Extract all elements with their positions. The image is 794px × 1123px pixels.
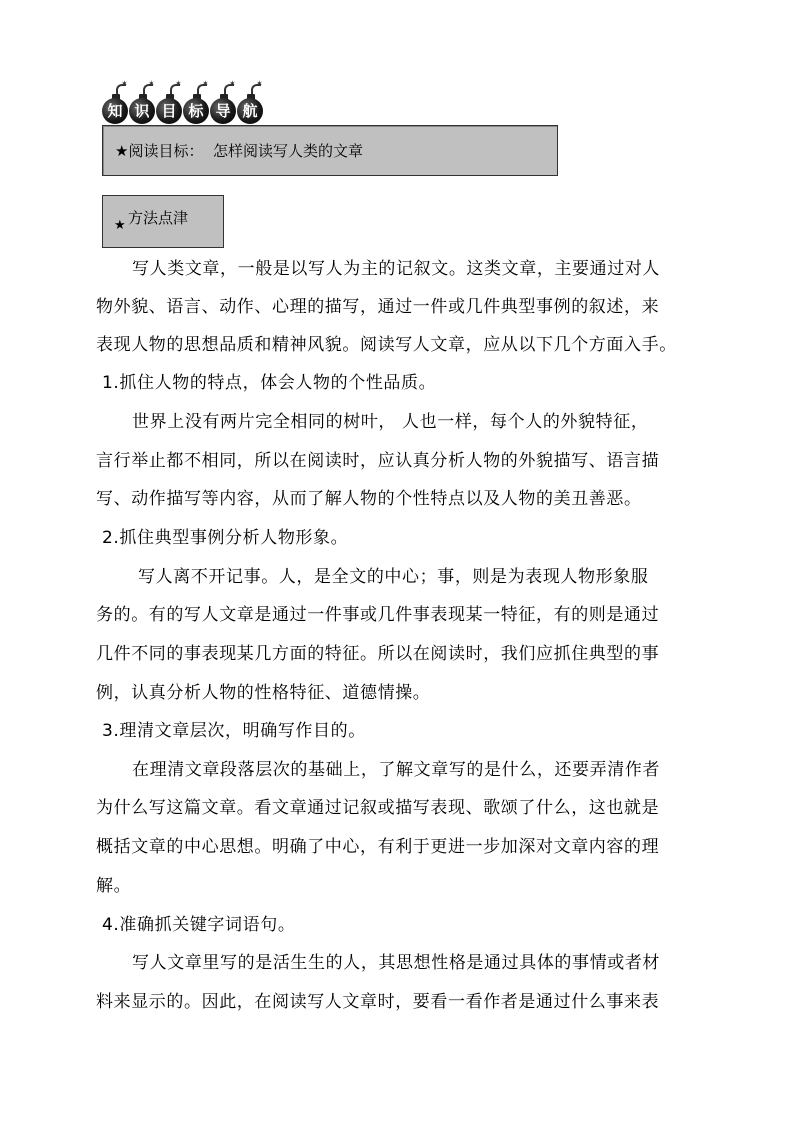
body-line: 几件不同的事表现某几方面的特征。所以在阅读时，我们应抓住典型的事 (96, 644, 660, 664)
body-line: 写人离不开记事。人，是全文的中心；事，则是为表现人物形象服 (96, 567, 649, 587)
body-line: 言行举止都不相同，所以在阅读时，应认真分析人物的外貌描写、语言描 (96, 451, 660, 471)
banner-char: 知 (107, 102, 123, 120)
body-line: 概括文章的中心思想。明确了中心，有利于更进一步加深对文章内容的理 (96, 837, 660, 857)
body-line: 解。 (96, 876, 132, 896)
body-line: 为什么写这篇文章。看文章通过记叙或描写表现、歌颂了什么，这也就是 (96, 798, 660, 818)
section-heading: 3.理清文章层次，明确写作目的。 (96, 721, 366, 741)
method-tips-box (102, 195, 224, 248)
body-line: 表现人物的思想品质和精神风貌。阅读写人文章，应从以下几个方面入手。 (96, 335, 677, 355)
bomb-icon: ✶ 目 (156, 92, 184, 120)
body-line: 例，认真分析人物的性格特征、道德情操。 (96, 683, 431, 703)
section-heading: 4.准确抓关键字词语句。 (96, 915, 296, 935)
method-tips-title: 方法点津 (128, 209, 189, 227)
reading-goal-text: ★阅读目标： 怎样阅读写人类的文章 (115, 142, 363, 160)
body-line: 料来显示的。因此，在阅读写人文章时，要看一看作者是通过什么事来表 (96, 992, 660, 1012)
body-line: 物外貌、语言、动作、心理的描写，通过一件或几件典型事例的叙述，来 (96, 297, 660, 317)
banner-char: 导 (215, 102, 231, 120)
banner-char: 标 (188, 102, 204, 120)
bomb-icon: ✶ 知 (102, 92, 130, 120)
body-line: 写人类文章，一般是以写人为主的记叙文。这类文章，主要通过对人 (96, 259, 661, 279)
section-heading: 1.抓住人物的特点，体会人物的个性品质。 (96, 373, 437, 393)
reading-goal-box (102, 125, 558, 176)
banner-char: 识 (134, 102, 150, 120)
bomb-icon: ✶ 标 (183, 92, 211, 120)
banner-char: 航 (242, 102, 258, 120)
section-heading: 2.抓住典型事例分析人物形象。 (96, 528, 349, 548)
body-line: 世界上没有两片完全相同的树叶， 人也一样，每个人的外貌特征， (96, 412, 649, 432)
banner-char: 目 (161, 102, 177, 120)
star-icon: ★ (114, 218, 126, 233)
knowledge-goal-banner (102, 79, 282, 124)
body-line: 务的。有的写人文章是通过一件事或几件事表现某一特征，有的则是通过 (96, 605, 660, 625)
body-line: 写、动作描写等内容，从而了解人物的个性特点以及人物的美丑善恶。 (96, 489, 642, 509)
bomb-icon: ✶ 航 (237, 92, 265, 120)
body-line: 写人文章里写的是活生生的人，其思想性格是通过具体的事情或者材 (96, 953, 661, 973)
body-line: 在理清文章段落层次的基础上，了解文章写的是什么，还要弄清作者 (96, 760, 661, 780)
bomb-icon: ✶ 识 (129, 92, 157, 120)
bomb-icon: ✶ 导 (210, 92, 238, 120)
